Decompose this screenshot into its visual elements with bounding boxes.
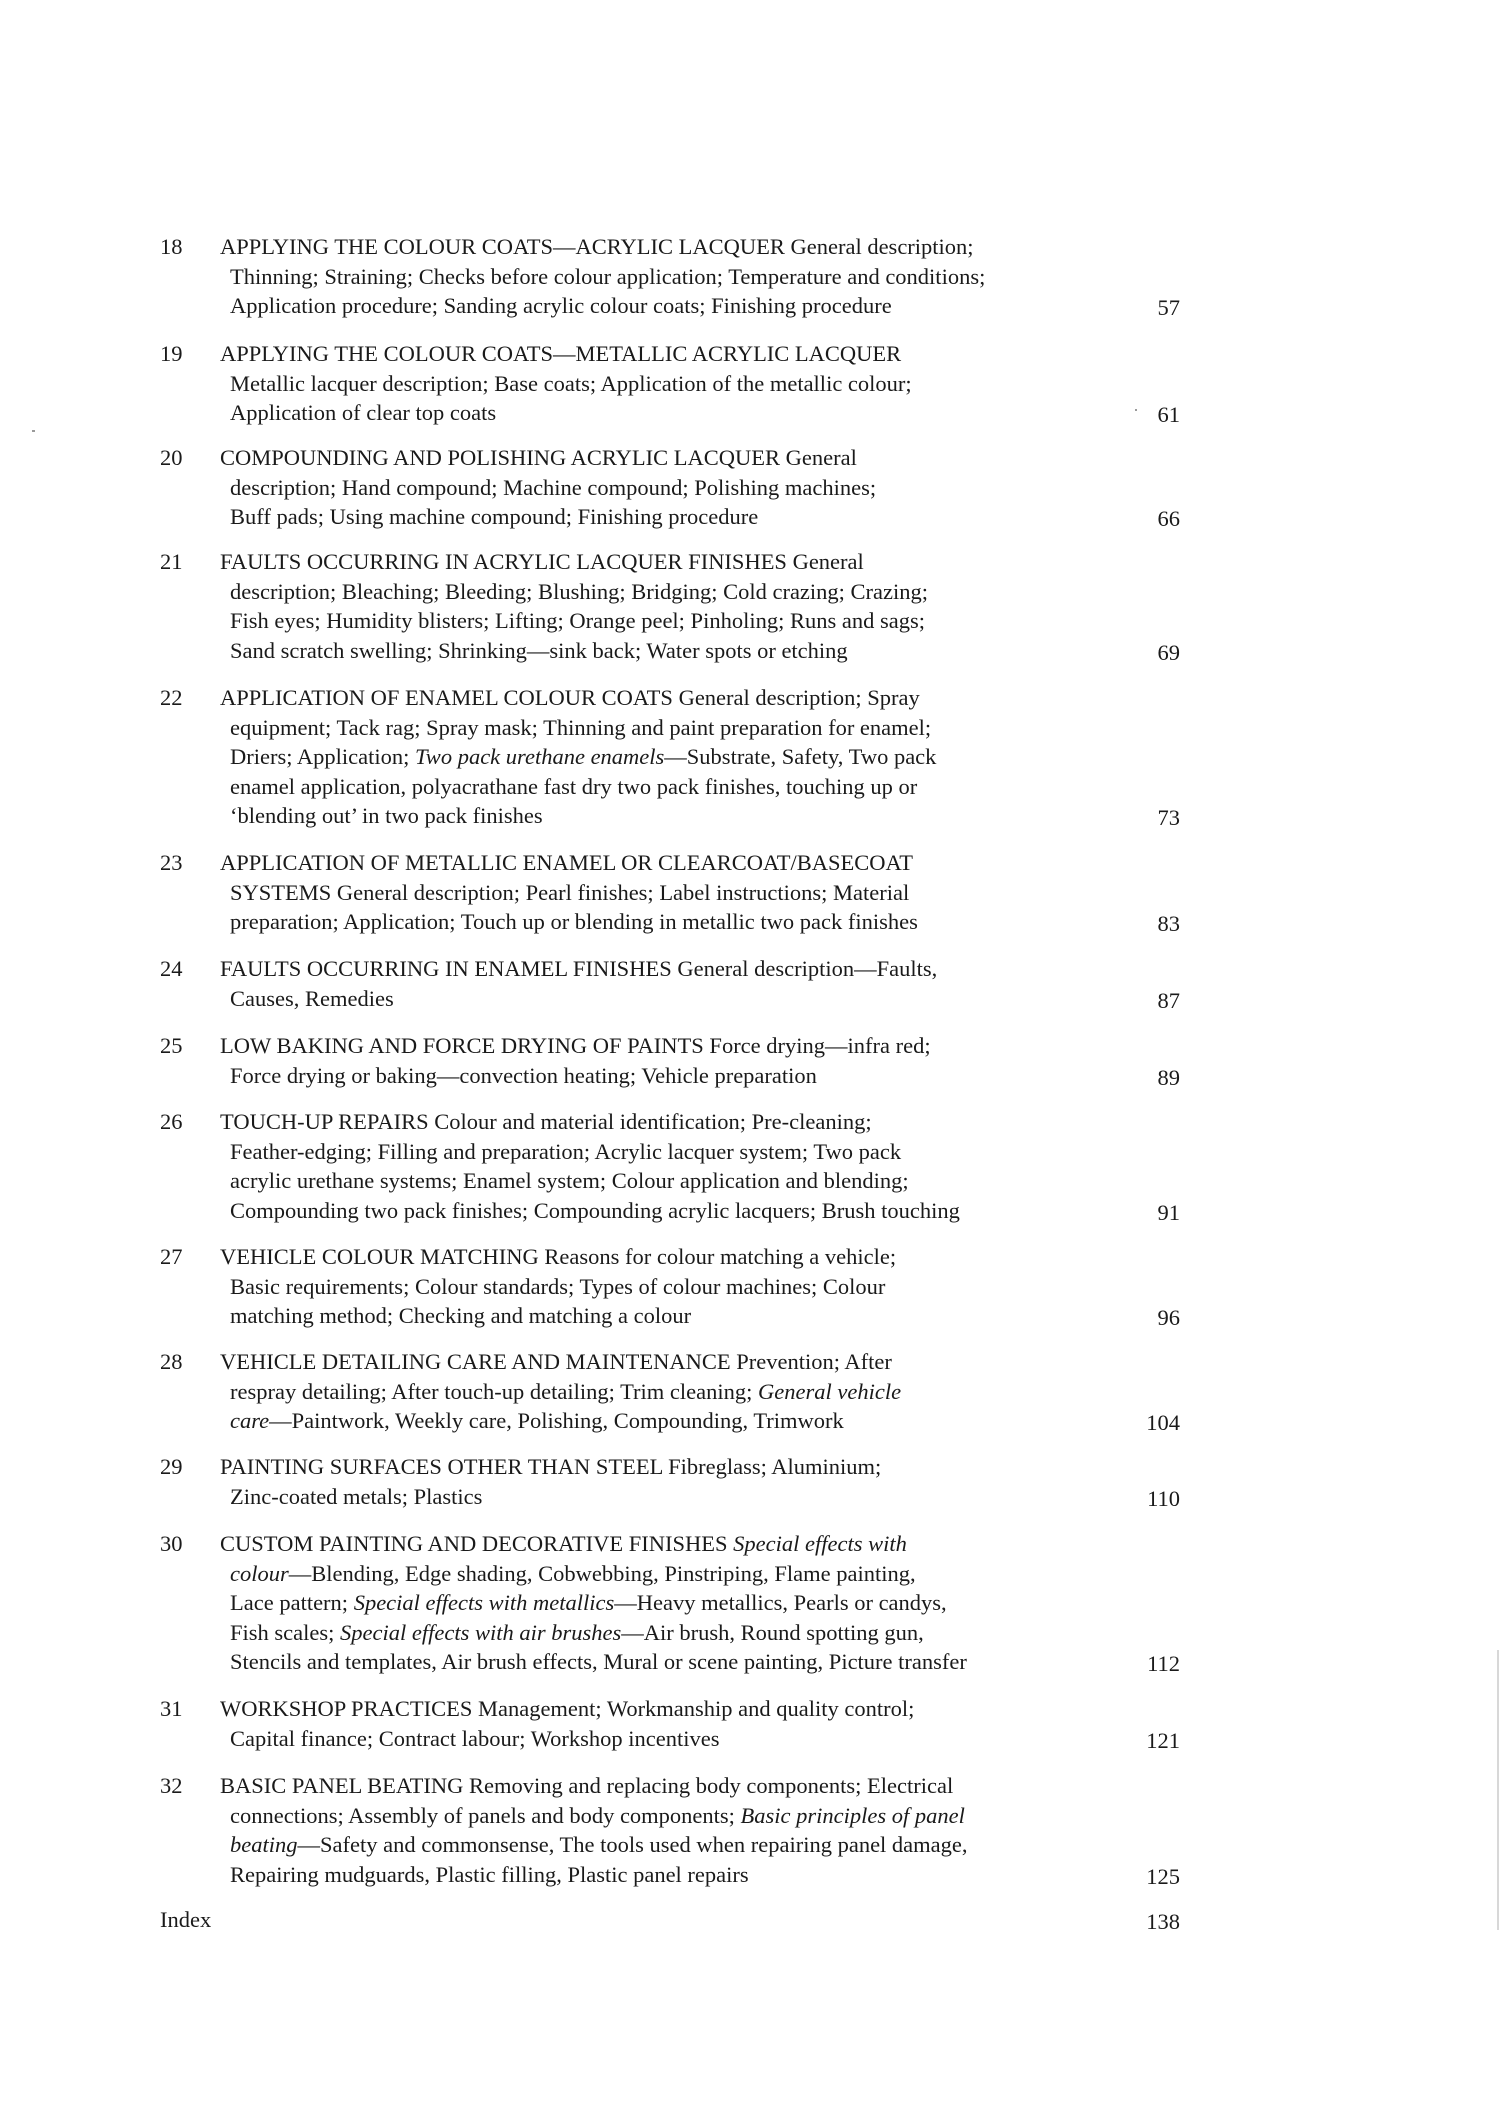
italic-segment: General vehicle: [758, 1378, 902, 1404]
text-segment: FAULTS OCCURRING IN ACRYLIC LACQUER FINISHES General: [220, 549, 864, 574]
entry-line: [220, 232, 974, 262]
index-page-number: 138: [1146, 1909, 1180, 1934]
text-segment: APPLYING THE COLOUR COATS—ACRYLIC LACQUER General description;: [220, 234, 974, 259]
contents-entry: [160, 1347, 1180, 1438]
text-segment: LOW BAKING AND FORCE DRYING OF PAINTS Force drying—infra red;: [220, 1033, 931, 1058]
text-segment: —Blending, Edge shading, Cobwebbing, Pinstriping, Flame painting,: [288, 1560, 916, 1586]
text-segment: Sand scratch swelling; Shrinking—sink back; Water spots or etching: [230, 637, 848, 663]
contents-entry: [160, 954, 1180, 1015]
entry-line: [220, 1107, 872, 1137]
text-segment: CUSTOM PAINTING AND DECORATIVE FINISHES: [220, 1531, 734, 1556]
entry-line: [230, 473, 876, 503]
text-segment: Application procedure; Sanding acrylic colour coats; Finishing procedure: [230, 293, 892, 318]
page-number: 66: [1157, 506, 1180, 531]
text-segment: Basic requirements; Colour standards; Types of colour machines; Colour: [230, 1273, 886, 1299]
contents-entry: [160, 232, 1180, 323]
entry-line: [220, 443, 857, 473]
scan-speck: [32, 430, 35, 432]
entry-line: [220, 1529, 907, 1559]
text-segment: matching method; Checking and matching a colour: [230, 1303, 692, 1328]
text-segment: description; Bleaching; Bleeding; Blushing; Bridging; Cold crazing; Crazing;: [230, 578, 929, 604]
chapter-number: 24: [160, 956, 183, 981]
entry-line: [230, 1377, 901, 1407]
contents-entry: [160, 1771, 1180, 1891]
text-segment: enamel application, polyacrathane fast dry two pack finishes, touching up or: [230, 773, 918, 799]
entry-line: [230, 577, 928, 607]
chapter-number: 29: [160, 1454, 183, 1479]
text-segment: Capital finance; Contract labour; Workshop incentives: [230, 1725, 720, 1751]
entry-line: [230, 1830, 968, 1860]
entry-line: [230, 1272, 885, 1302]
entry-line: [230, 1137, 901, 1167]
entry-line: [220, 1242, 896, 1272]
entry-line: [220, 1031, 931, 1061]
contents-entry: [160, 1529, 1180, 1679]
contents-entry: [160, 547, 1180, 667]
italic-segment: Basic principles of panel: [740, 1802, 965, 1828]
contents-entry: [160, 1031, 1180, 1092]
text-segment: APPLICATION OF ENAMEL COLOUR COATS General description; Spray: [220, 685, 920, 710]
text-segment: Causes, Remedies: [230, 985, 394, 1011]
text-segment: Thinning; Straining; Checks before colour application; Temperature and conditions;: [230, 263, 986, 289]
page-number: 91: [1157, 1199, 1180, 1225]
text-segment: Fish scales;: [230, 1619, 340, 1645]
entry-line: [220, 1694, 914, 1724]
text-segment: Lace pattern;: [230, 1590, 354, 1615]
entry-line: [220, 954, 937, 984]
entry-line: [230, 742, 936, 772]
text-segment: FAULTS OCCURRING IN ENAMEL FINISHES General description—Faults,: [220, 956, 938, 981]
page-number: 110: [1147, 1485, 1180, 1511]
italic-segment: Special effects with metallics: [353, 1590, 615, 1615]
chapter-number: 26: [160, 1109, 183, 1134]
text-segment: WORKSHOP PRACTICES Management; Workmanship and quality control;: [220, 1696, 915, 1721]
entry-line: [230, 636, 848, 666]
entry-line: [230, 1406, 844, 1436]
italic-segment: Special effects with: [733, 1531, 907, 1556]
entry-line: [230, 502, 758, 532]
page-number: 121: [1146, 1727, 1180, 1753]
chapter-number: 23: [160, 850, 183, 875]
text-segment: VEHICLE DETAILING CARE AND MAINTENANCE Prevention; After: [220, 1349, 892, 1374]
text-segment: respray detailing; After touch-up detailing; Trim cleaning;: [230, 1378, 759, 1404]
entry-line: [220, 848, 913, 878]
chapter-number: 31: [160, 1696, 183, 1721]
chapter-number: 27: [160, 1244, 183, 1269]
chapter-number: 28: [160, 1349, 183, 1374]
contents-entry: [160, 1242, 1180, 1333]
entry-line: [230, 1801, 965, 1831]
entry-line: [220, 1771, 953, 1801]
text-segment: —Substrate, Safety, Two pack: [664, 744, 937, 769]
text-segment: Zinc-coated metals; Plastics: [230, 1483, 483, 1509]
text-segment: APPLYING THE COLOUR COATS—METALLIC ACRYLIC LACQUER: [220, 341, 902, 366]
entry-line: [230, 1618, 924, 1648]
text-segment: BASIC PANEL BEATING Removing and replacing body components; Electrical: [220, 1773, 954, 1798]
entry-line: [230, 801, 543, 831]
entry-line: [230, 369, 912, 399]
text-segment: ‘blending out’ in two pack finishes: [230, 803, 543, 828]
chapter-number: 22: [160, 685, 183, 710]
contents-entry: [160, 848, 1180, 939]
page-number: 73: [1157, 805, 1180, 830]
entry-line: [230, 1559, 916, 1589]
contents-entry: [160, 1107, 1180, 1227]
text-segment: Driers; Application;: [230, 744, 415, 769]
chapter-number: 30: [160, 1531, 183, 1556]
entry-line: [230, 291, 892, 321]
entry-line: [230, 398, 496, 428]
entry-line: [230, 1647, 967, 1677]
contents-entry: [160, 1452, 1180, 1513]
text-segment: Application of clear top coats: [230, 400, 497, 425]
text-segment: TOUCH-UP REPAIRS Colour and material identification; Pre-cleaning;: [220, 1109, 872, 1134]
entry-line: [230, 262, 985, 292]
text-segment: —Paintwork, Weekly care, Polishing, Compounding, Trimwork: [269, 1408, 844, 1433]
contents-entry: [160, 683, 1180, 833]
text-segment: Compounding two pack finishes; Compounding acrylic lacquers; Brush touching: [230, 1197, 960, 1223]
italic-segment: Two pack urethane enamels: [414, 744, 665, 769]
text-segment: description; Hand compound; Machine compound; Polishing machines;: [230, 474, 877, 500]
text-segment: COMPOUNDING AND POLISHING ACRYLIC LACQUER General: [220, 445, 857, 470]
entry-line: [230, 713, 931, 743]
text-segment: VEHICLE COLOUR MATCHING Reasons for colour matching a vehicle;: [220, 1244, 897, 1269]
entry-line: [220, 339, 901, 369]
text-segment: connections; Assembly of panels and body components;: [230, 1802, 741, 1828]
chapter-number: 19: [160, 341, 183, 366]
contents-entry: [160, 1694, 1180, 1755]
entry-line: [220, 1452, 881, 1482]
italic-segment: Special effects with air brushes: [340, 1619, 622, 1645]
text-segment: acrylic urethane systems; Enamel system; Colour application and blending;: [230, 1168, 909, 1193]
page-number: 69: [1157, 639, 1180, 665]
chapter-number: 18: [160, 234, 183, 259]
entry-line: [230, 1301, 691, 1331]
page-number: 57: [1157, 295, 1180, 320]
entry-line: [230, 984, 394, 1014]
italic-segment: colour: [230, 1560, 289, 1586]
entry-line: [230, 772, 917, 802]
entry-line: [230, 606, 925, 636]
chapter-number: 20: [160, 445, 183, 470]
text-segment: —Air brush, Round spotting gun,: [621, 1619, 924, 1645]
entry-line: [230, 1482, 482, 1512]
page-number: 96: [1157, 1305, 1180, 1330]
page-number: 87: [1157, 987, 1180, 1013]
index-label: Index: [160, 1907, 212, 1932]
page-number: 104: [1146, 1410, 1180, 1435]
text-segment: Feather-edging; Filling and preparation; Acrylic lacquer system; Two pack: [230, 1138, 902, 1164]
entry-line: [220, 547, 864, 577]
contents-entry: [160, 339, 1180, 430]
chapter-number: 21: [160, 549, 183, 574]
text-segment: equipment; Tack rag; Spray mask; Thinning and paint preparation for enamel;: [230, 714, 932, 740]
entry-line: [230, 1860, 749, 1890]
italic-segment: care: [230, 1408, 270, 1433]
text-segment: Metallic lacquer description; Base coats; Application of the metallic colour;: [230, 370, 912, 396]
entry-line: [230, 1588, 947, 1618]
chapter-number: 32: [160, 1773, 183, 1798]
page-number: 61: [1157, 402, 1180, 427]
text-segment: Force drying or baking—convection heating; Vehicle preparation: [230, 1062, 817, 1088]
chapter-number: 25: [160, 1033, 183, 1058]
text-segment: Fish eyes; Humidity blisters; Lifting; Orange peel; Pinholing; Runs and sags;: [230, 608, 925, 633]
entry-line: [230, 1724, 720, 1754]
text-segment: Stencils and templates, Air brush effects, Mural or scene painting, Picture transfer: [230, 1649, 967, 1674]
entry-line: [230, 1061, 817, 1091]
entry-line: [230, 1196, 960, 1226]
text-segment: —Safety and commonsense, The tools used when repairing panel damage,: [297, 1832, 968, 1857]
entry-line: [230, 878, 909, 908]
page-number: 112: [1147, 1651, 1180, 1676]
scan-speck: [1135, 409, 1137, 411]
text-segment: preparation; Application; Touch up or blending in metallic two pack finishes: [230, 909, 918, 934]
italic-segment: beating: [230, 1832, 298, 1857]
text-segment: —Heavy metallics, Pearls or candys,: [614, 1590, 947, 1615]
text-segment: PAINTING SURFACES OTHER THAN STEEL Fibreglass; Aluminium;: [220, 1454, 882, 1479]
scan-speck: [1497, 1650, 1499, 1930]
page-number: 125: [1146, 1863, 1180, 1889]
page-number: 83: [1157, 911, 1180, 936]
entry-line: [220, 683, 920, 713]
text-segment: SYSTEMS General description; Pearl finishes; Label instructions; Material: [230, 879, 910, 905]
entry-line: [220, 1347, 892, 1377]
entry-line: [230, 1166, 909, 1196]
page-number: 89: [1157, 1064, 1180, 1090]
text-segment: Buff pads; Using machine compound; Finishing procedure: [230, 504, 759, 529]
text-segment: Repairing mudguards, Plastic filling, Plastic panel repairs: [230, 1861, 749, 1887]
text-segment: APPLICATION OF METALLIC ENAMEL OR CLEARCOAT/BASECOAT: [220, 850, 914, 875]
contents-entry: [160, 443, 1180, 534]
entry-line: [230, 907, 918, 937]
